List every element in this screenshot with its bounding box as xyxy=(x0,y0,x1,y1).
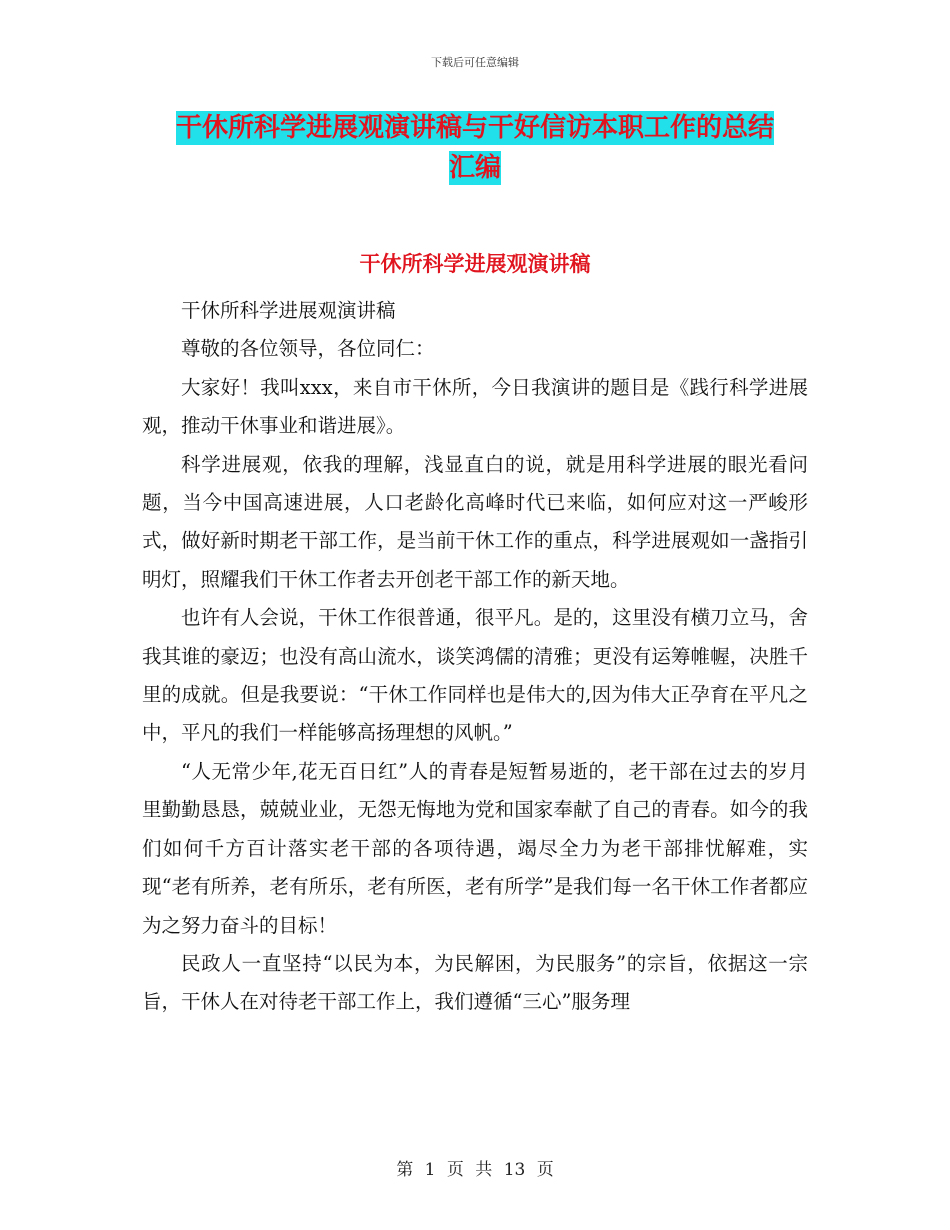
paragraph: 民政人一直坚持“以民为本，为民解困，为民服务”的宗旨，依据这一宗旨，干休人在对待老干部工作上，我们遵循“三心”服务理 xyxy=(142,951,808,1014)
title-line-2: 汇编 xyxy=(448,153,501,183)
paragraph: 也许有人会说，干休工作很普通，很平凡。是的，这里没有横刀立马，舍我其谁的豪迈；也没有高山流水，谈笑鸿儒的清雅；更没有运筹帷幄，决胜千里的成就。但是我要说：“干休工作同样也是伟大的,因为伟大正孕育在平凡之中，平凡的我们一样能够高扬理想的风帆。” xyxy=(142,606,808,745)
document-title xyxy=(140,108,810,188)
page-number: 1 xyxy=(424,1160,436,1180)
total-label: 共 xyxy=(475,1160,493,1180)
paragraph: “人无常少年,花无百日红”人的青春是短暂易逝的，老干部在过去的岁月里勤勤恳恳，兢兢业业，无怨无悔地为党和国家奉献了自己的青春。如今的我们如何千方百计落实老干部的各项待遇，竭尽全力为老干部排忧解难，实现“老有所养，老有所乐，老有所医，老有所学”是我们每一名干休工作者都应为之努力奋斗的目标！ xyxy=(142,759,808,937)
page-footer xyxy=(0,1155,950,1180)
section-title: 干休所科学进展观演讲稿 xyxy=(359,252,591,276)
paragraph: 尊敬的各位领导，各位同仁： xyxy=(181,337,435,361)
page-unit: 页 xyxy=(446,1160,464,1180)
body-text xyxy=(142,292,808,1022)
header-note: 下载后可任意编辑 xyxy=(431,56,519,69)
paragraph: 大家好！我叫xxx，来自市干休所，今日我演讲的题目是《践行科学进展观，推动干休事业和谐进展》。 xyxy=(142,375,808,438)
paragraph: 科学进展观，依我的理解，浅显直白的说，就是用科学进展的眼光看问题，当今中国高速进展，人口老龄化高峰时代已来临，如何应对这一严峻形式，做好新时期老干部工作，是当前干休工作的重点，科学进展观如一盏指引明灯，照耀我们干休工作者去开创老干部工作的新天地。 xyxy=(142,452,808,591)
title-line-1: 干休所科学进展观演讲稿与干好信访本职工作的总结 xyxy=(175,113,774,143)
total-unit: 页 xyxy=(536,1160,554,1180)
total-pages: 13 xyxy=(503,1160,526,1180)
page-label: 第 xyxy=(396,1160,414,1180)
paragraph: 干休所科学进展观演讲稿 xyxy=(181,299,396,322)
